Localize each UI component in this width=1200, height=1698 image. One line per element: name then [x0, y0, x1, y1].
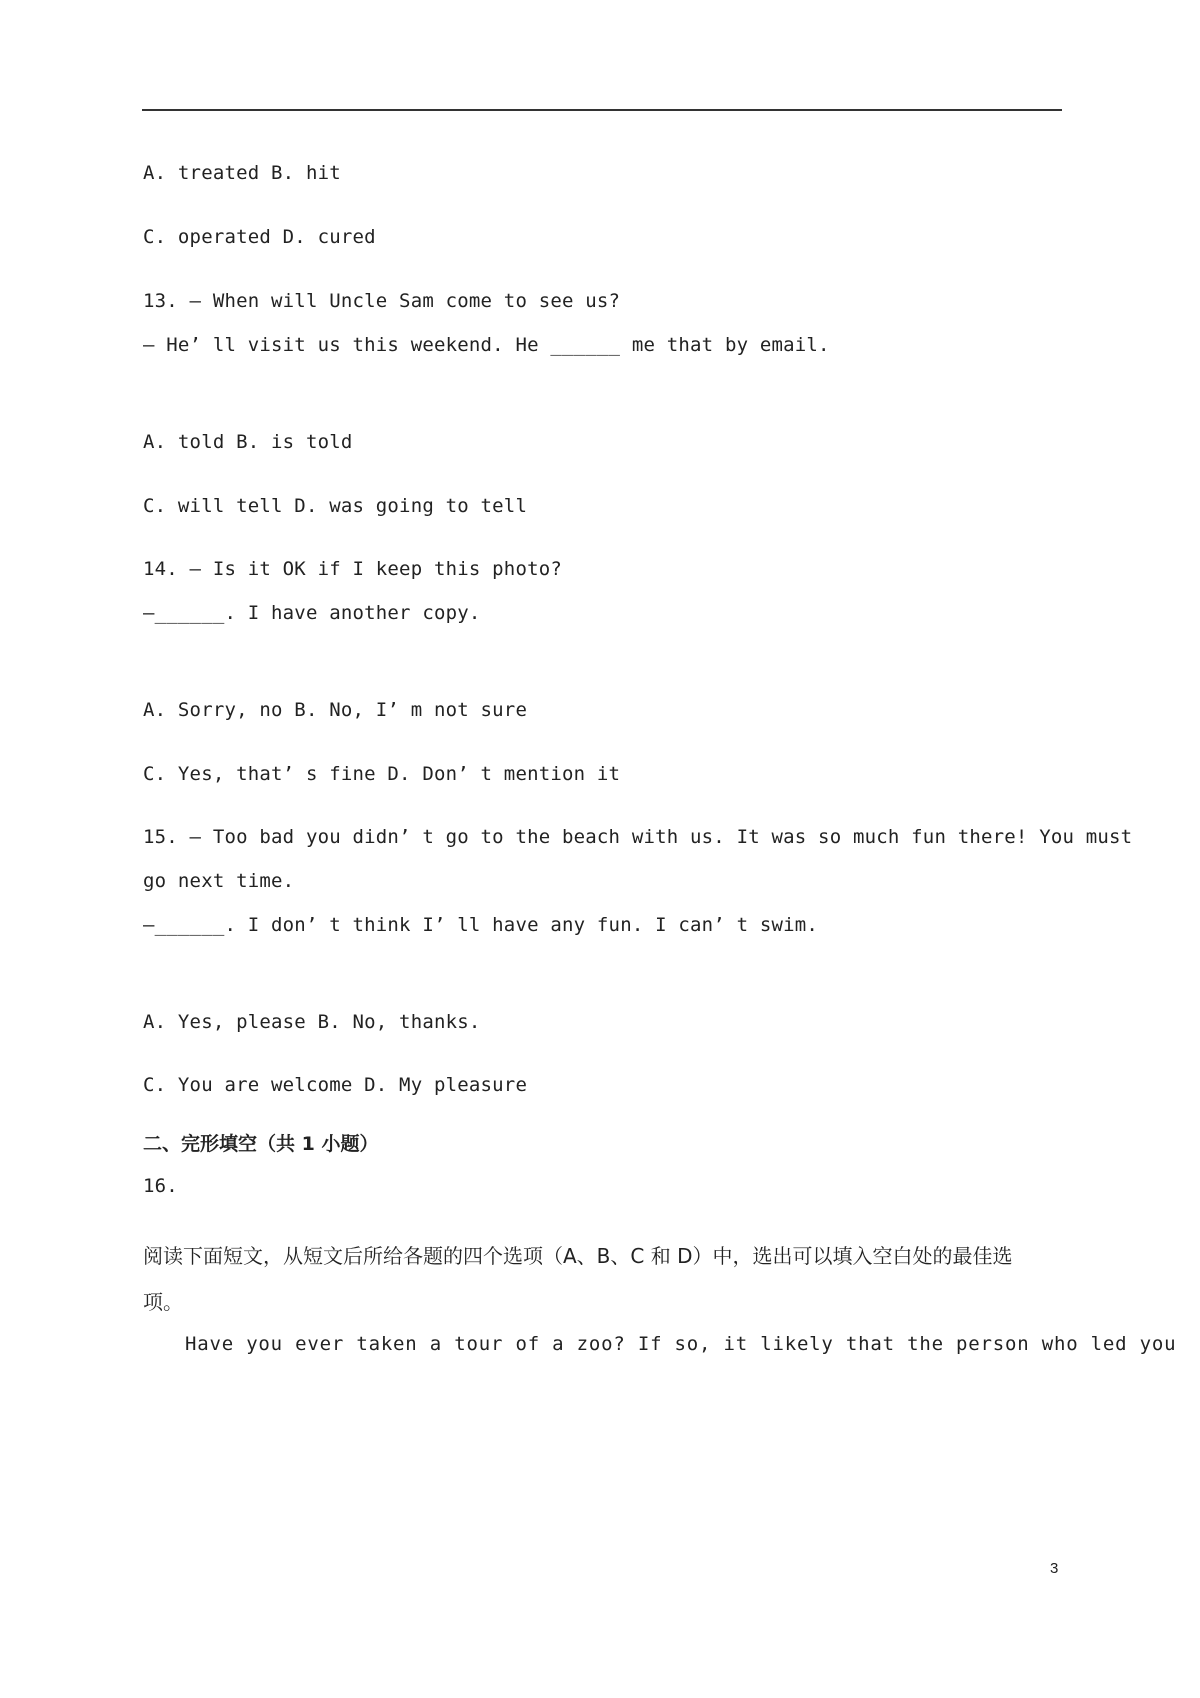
q14-question: 14. — Is it OK if I keep this photo?	[143, 558, 563, 580]
q13-options-cd: C. will tell D. was going to tell	[143, 495, 528, 517]
q15-options-ab: A. Yes, please B. No, thanks.	[143, 1011, 481, 1033]
header-rule	[142, 109, 1062, 111]
section-heading: 二、完形填空（共 1 小题）	[143, 1133, 379, 1155]
q14-answer: —______. I have another copy.	[143, 602, 481, 624]
passage-line1: Have you ever taken a tour of a zoo? If so, it likely that the person who led you	[185, 1333, 1177, 1355]
q15-answer: —______. I don’ t think I’ ll have any fun. I can’ t swim.	[143, 914, 819, 936]
q14-options-ab: A. Sorry, no B. No, I’ m not sure	[143, 699, 528, 721]
question-number: 16.	[143, 1175, 178, 1197]
instruction-line1: 阅读下面短文，从短文后所给各题的四个选项（A、B、C 和 D）中，选出可以填入空白处的最佳选	[143, 1244, 1013, 1268]
page-number: 3	[1050, 1560, 1059, 1577]
q12-options-ab: A. treated B. hit	[143, 162, 341, 184]
q15-options-cd: C. You are welcome D. My pleasure	[143, 1074, 528, 1096]
q13-options-ab: A. told B. is told	[143, 431, 353, 453]
instruction-line2: 项。	[143, 1290, 183, 1314]
q13-answer: — He’ ll visit us this weekend. He ______ me that by email.	[143, 334, 830, 356]
q14-options-cd: C. Yes, that’ s fine D. Don’ t mention it	[143, 763, 621, 785]
q15-question-line1: 15. — Too bad you didn’ t go to the beach with us. It was so much fun there! You must	[143, 826, 1133, 848]
q12-options-cd: C. operated D. cured	[143, 226, 376, 248]
q13-question: 13. — When will Uncle Sam come to see us?	[143, 290, 621, 312]
q15-question-line2: go next time.	[143, 870, 295, 892]
